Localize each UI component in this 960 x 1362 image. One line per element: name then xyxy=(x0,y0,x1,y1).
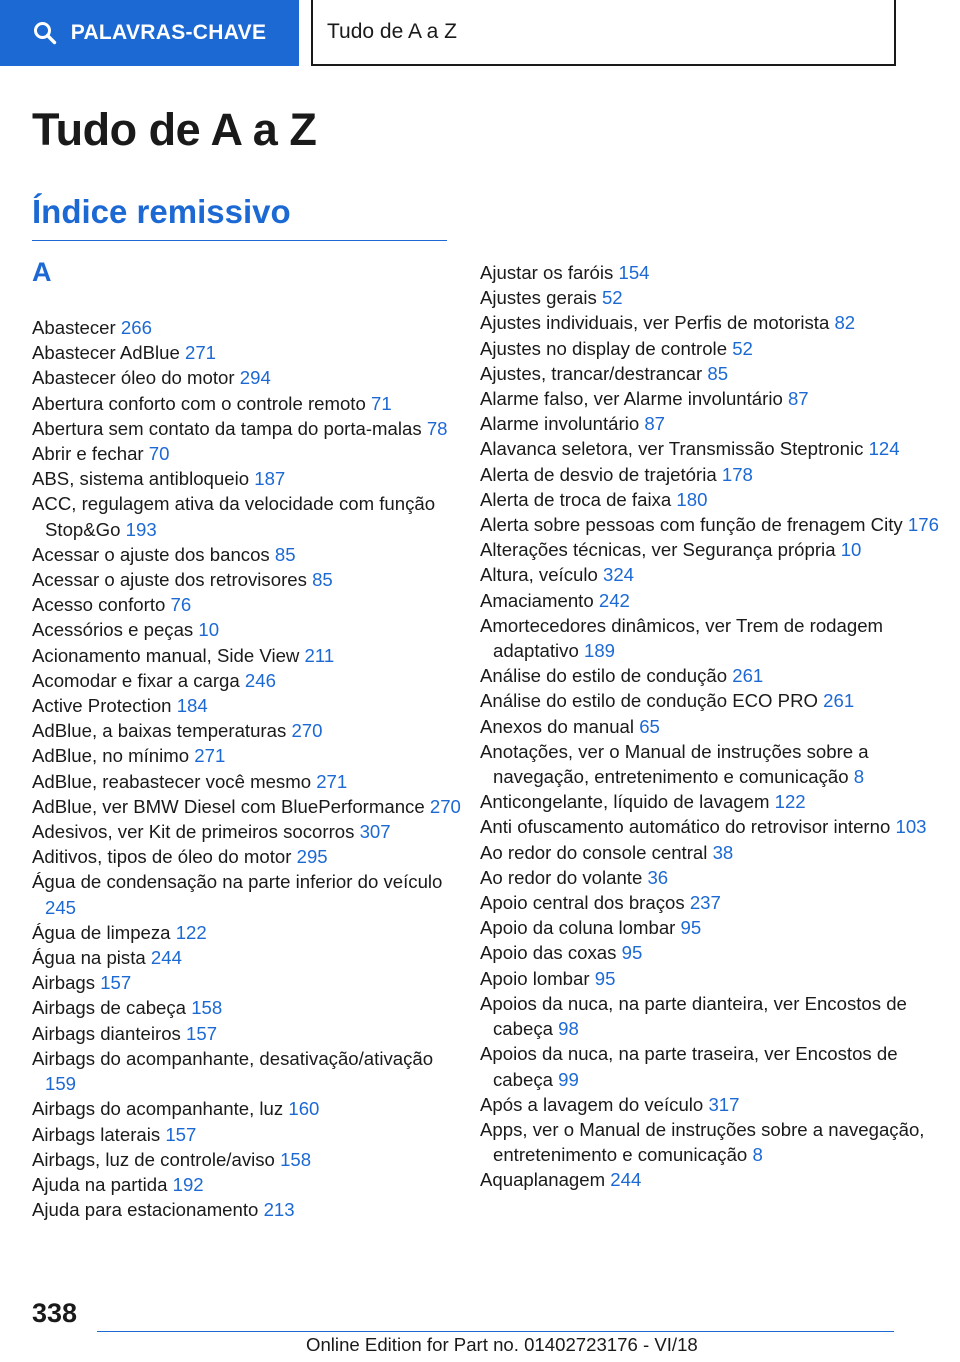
index-entry xyxy=(480,310,940,335)
index-entry-text: Amortecedores dinâmicos, ver Trem de rodagem adaptativo xyxy=(480,614,884,662)
index-entry xyxy=(480,663,940,688)
index-entry xyxy=(480,714,940,739)
index-entry-page-link[interactable]: 10 xyxy=(198,619,220,641)
index-entry-page-link[interactable]: 307 xyxy=(359,821,391,843)
breadcrumb-label: Tudo de A a Z xyxy=(327,20,457,43)
index-entry-page-link[interactable]: 160 xyxy=(288,1098,320,1120)
index-entry xyxy=(480,462,940,487)
index-entry-page-link[interactable]: 78 xyxy=(426,417,448,439)
index-entry-page-link[interactable]: 158 xyxy=(280,1148,312,1170)
index-entry-text: Após a lavagem do veículo xyxy=(480,1093,704,1115)
index-entry-text: Apoio das coxas xyxy=(480,942,617,964)
index-entry-page-link[interactable]: 271 xyxy=(185,342,217,364)
index-entry xyxy=(32,718,462,743)
index-entry-text: Airbags do acompanhante, luz xyxy=(32,1098,284,1120)
index-entry-page-link[interactable]: 176 xyxy=(907,514,939,536)
index-entry-page-link[interactable]: 82 xyxy=(834,312,856,334)
index-entry xyxy=(480,739,940,789)
index-entry-page-link[interactable]: 154 xyxy=(618,262,650,283)
index-entry-text: Alerta de desvio de trajetória xyxy=(480,463,717,485)
index-entry-text: Anti ofuscamento automático do retrovisor interno xyxy=(480,816,891,838)
index-entry-page-link[interactable]: 244 xyxy=(610,1169,642,1191)
index-entry-page-link[interactable]: 317 xyxy=(708,1093,740,1115)
index-entry-page-link[interactable]: 52 xyxy=(732,337,753,359)
index-entry-page-link[interactable]: 103 xyxy=(895,816,927,838)
index-entry xyxy=(32,315,462,340)
index-entry-text: Anotações, ver o Manual de instruções sobre a navegação, entretenimento e comunicação xyxy=(480,740,869,788)
section-title: Índice remissivo xyxy=(32,193,291,230)
index-entry xyxy=(32,365,462,390)
index-entry-text: AdBlue, ver BMW Diesel com BluePerformance xyxy=(32,795,425,817)
index-entry-text: Água de condensação na parte inferior do veículo xyxy=(32,871,443,893)
index-entry-text: Airbags do acompanhante, desativação/ativação xyxy=(32,1047,434,1069)
index-entry xyxy=(32,794,462,819)
index-entry-page-link[interactable]: 245 xyxy=(45,896,77,918)
index-entry xyxy=(480,537,940,562)
index-entry-text: Acionamento manual, Side View xyxy=(32,644,300,666)
index-entry xyxy=(480,1041,940,1091)
index-entry-page-link[interactable]: 244 xyxy=(150,947,182,969)
index-entry-page-link[interactable]: 157 xyxy=(186,1022,218,1044)
index-entry-text: Apoios da nuca, na parte dianteira, ver Encostos de cabeça xyxy=(480,992,907,1040)
index-entry-text: Amaciamento xyxy=(480,589,594,611)
index-entry xyxy=(32,1147,462,1172)
index-entry-page-link[interactable]: 85 xyxy=(707,362,729,384)
index-entry xyxy=(32,920,462,945)
keywords-button[interactable] xyxy=(0,0,299,66)
index-entry-text: Airbags de cabeça xyxy=(32,997,187,1019)
index-entry-text: Aditivos, tipos de óleo do motor xyxy=(32,846,292,868)
index-entry-page-link[interactable]: 271 xyxy=(194,745,226,767)
index-entry-text: Abastecer óleo do motor xyxy=(32,367,235,389)
index-entry-text: Apoio central dos braços xyxy=(480,892,685,914)
index-entry xyxy=(32,1172,462,1197)
index-entry-page-link[interactable]: 98 xyxy=(558,1018,579,1040)
index-entry xyxy=(32,340,462,365)
index-entry-page-link[interactable]: 70 xyxy=(148,443,170,465)
section-divider xyxy=(32,240,447,241)
index-entry-text: Ao redor do console central xyxy=(480,841,708,863)
index-entry-text: Análise do estilo de condução ECO PRO xyxy=(480,690,818,712)
footer-divider xyxy=(97,1331,894,1332)
index-entry xyxy=(32,643,462,668)
index-entry-text: Anexos do manual xyxy=(480,715,635,737)
index-entry-text: AdBlue, reabastecer você mesmo xyxy=(32,770,312,792)
index-entry-page-link[interactable]: 87 xyxy=(787,388,809,410)
index-entry xyxy=(480,1167,940,1192)
index-entry xyxy=(32,945,462,970)
index-entry xyxy=(32,542,462,567)
index-entry xyxy=(32,743,462,768)
index-entry xyxy=(480,436,940,461)
index-entry-text: AdBlue, a baixas temperaturas xyxy=(32,720,287,742)
index-entry-page-link[interactable]: 65 xyxy=(639,715,660,737)
index-entry-text: Airbags xyxy=(32,972,96,994)
index-entry xyxy=(32,970,462,995)
breadcrumb[interactable] xyxy=(311,0,896,66)
index-entry xyxy=(32,391,462,416)
index-entry xyxy=(480,814,940,839)
index-entry-page-link[interactable]: 184 xyxy=(176,695,208,717)
index-column-right xyxy=(480,260,940,1193)
index-entry-text: Água de limpeza xyxy=(32,921,171,943)
index-entry xyxy=(480,915,940,940)
index-entry-page-link[interactable]: 242 xyxy=(598,589,630,611)
index-entry-text: Airbags laterais xyxy=(32,1123,161,1145)
index-entry xyxy=(480,336,940,361)
index-entry-page-link[interactable]: 193 xyxy=(125,518,157,540)
index-entry-text: Altura, veículo xyxy=(480,564,598,586)
index-entry-text: Ao redor do volante xyxy=(480,866,643,888)
index-entry-page-link[interactable]: 8 xyxy=(853,766,865,788)
index-entry xyxy=(480,512,940,537)
index-entry xyxy=(480,991,940,1041)
index-entry xyxy=(32,995,462,1020)
index-entry-text: Airbags, luz de controle/aviso xyxy=(32,1148,275,1170)
index-entry-page-link[interactable]: 157 xyxy=(165,1123,197,1145)
index-entry xyxy=(32,592,462,617)
index-entry-text: Aquaplanagem xyxy=(480,1169,606,1191)
index-entry-text: Acomodar e fixar a carga xyxy=(32,669,240,691)
index-entry-text: Acessar o ajuste dos bancos xyxy=(32,543,270,565)
index-entry-page-link[interactable]: 261 xyxy=(732,665,764,687)
index-entry-page-link[interactable]: 124 xyxy=(868,438,900,460)
index-entry-page-link[interactable]: 261 xyxy=(823,690,855,712)
index-entry-page-link[interactable]: 159 xyxy=(45,1073,77,1095)
index-entry xyxy=(480,890,940,915)
index-entry xyxy=(480,285,940,310)
index-entry-text: Active Protection xyxy=(32,695,172,717)
index-entry xyxy=(32,1096,462,1121)
index-entry-page-link[interactable]: 85 xyxy=(312,569,333,591)
index-entry-text: ACC, regulagem ativa da velocidade com função Stop&Go xyxy=(32,493,436,540)
index-entry-page-link[interactable]: 158 xyxy=(191,997,223,1019)
index-entry-page-link[interactable]: 52 xyxy=(601,287,623,309)
index-entry xyxy=(480,386,940,411)
index-entry xyxy=(32,769,462,794)
index-entry-page-link[interactable]: 122 xyxy=(774,791,806,813)
index-entry-text: Alavanca seletora, ver Transmissão Steptronic xyxy=(480,438,864,460)
index-entry-text: Água na pista xyxy=(32,947,146,969)
index-entry-text: AdBlue, no mínimo xyxy=(32,745,190,767)
index-entry xyxy=(32,1021,462,1046)
index-entry-text: Acesso conforto xyxy=(32,594,166,616)
index-entry xyxy=(480,562,940,587)
index-entry-page-link[interactable]: 10 xyxy=(840,539,862,561)
index-entry-page-link[interactable]: 95 xyxy=(621,942,643,964)
index-entry xyxy=(480,487,940,512)
index-entry-text: Alterações técnicas, ver Segurança própria xyxy=(480,539,836,561)
index-entry-page-link[interactable]: 246 xyxy=(244,669,276,691)
index-entry xyxy=(32,416,462,441)
index-entry-text: Apoio lombar xyxy=(480,967,590,989)
index-entry-text: Apps, ver o Manual de instruções sobre a navegação, entretenimento e comunicação xyxy=(480,1118,925,1166)
index-entry-text: Ajustes gerais xyxy=(480,287,597,309)
index-entry-page-link[interactable]: 237 xyxy=(689,892,721,914)
index-entry xyxy=(32,1122,462,1147)
search-icon xyxy=(33,21,57,45)
index-entry-text: Ajuda para estacionamento xyxy=(32,1199,259,1221)
keywords-label: PALAVRAS-CHAVE xyxy=(70,21,267,44)
index-entry-page-link[interactable]: 295 xyxy=(296,846,328,868)
footer-edition: Online Edition for Part no. 01402723176 - VI/18 xyxy=(306,1334,698,1355)
index-entry xyxy=(32,869,462,919)
index-entry xyxy=(480,865,940,890)
index-entry-page-link[interactable]: 266 xyxy=(120,317,152,338)
index-entry xyxy=(32,844,462,869)
index-entry-page-link[interactable]: 213 xyxy=(263,1199,295,1221)
index-entry xyxy=(32,441,462,466)
index-entry-text: Abertura sem contato da tampa do porta-malas xyxy=(32,417,422,439)
index-entry-text: Abrir e fechar xyxy=(32,443,144,465)
page-title: Tudo de A a Z xyxy=(32,104,317,155)
index-entry-page-link[interactable]: 180 xyxy=(676,488,708,510)
index-column-left xyxy=(32,315,462,1222)
index-entry-page-link[interactable]: 36 xyxy=(647,866,669,888)
index-entry xyxy=(480,411,940,436)
index-entry-page-link[interactable]: 38 xyxy=(712,841,734,863)
index-entry xyxy=(480,688,940,713)
index-entry xyxy=(32,466,462,491)
index-entry-page-link[interactable]: 187 xyxy=(254,468,286,490)
index-entry-text: Abertura conforto com o controle remoto xyxy=(32,392,366,414)
index-entry xyxy=(32,693,462,718)
index-entry-page-link[interactable]: 122 xyxy=(175,921,207,943)
index-entry-page-link[interactable]: 85 xyxy=(274,543,296,565)
index-entry-page-link[interactable]: 294 xyxy=(239,367,271,389)
index-entry-text: Ajustes individuais, ver Perfis de motorista xyxy=(480,312,830,334)
index-entry-page-link[interactable]: 270 xyxy=(291,720,323,742)
index-entry xyxy=(480,966,940,991)
index-entry-text: ABS, sistema antibloqueio xyxy=(32,468,250,490)
index-entry-page-link[interactable]: 178 xyxy=(721,463,753,485)
index-entry xyxy=(32,1046,462,1096)
index-entry-text: Alerta de troca de faixa xyxy=(480,488,672,510)
index-entry-text: Anticongelante, líquido de lavagem xyxy=(480,791,770,813)
index-entry-text: Ajuda na partida xyxy=(32,1173,168,1195)
index-entry-page-link[interactable]: 211 xyxy=(304,644,335,666)
top-bar xyxy=(0,0,960,66)
index-entry-text: Análise do estilo de condução xyxy=(480,665,728,687)
index-entry-page-link[interactable]: 99 xyxy=(558,1068,579,1090)
index-entry-text: Apoios da nuca, na parte traseira, ver Encostos de cabeça xyxy=(480,1043,898,1090)
index-entry-page-link[interactable]: 8 xyxy=(752,1144,763,1166)
index-entry xyxy=(32,491,462,541)
index-entry-text: Alarme involuntário xyxy=(480,413,640,435)
index-entry xyxy=(480,361,940,386)
index-entry-page-link[interactable]: 271 xyxy=(316,770,348,792)
index-entry-page-link[interactable]: 192 xyxy=(172,1173,204,1195)
index-entry-text: Adesivos, ver Kit de primeiros socorros xyxy=(32,821,355,843)
index-entry xyxy=(32,819,462,844)
index-entry-page-link[interactable]: 95 xyxy=(680,917,702,939)
index-entry xyxy=(480,1117,940,1167)
index-entry-text: Ajustes no display de controle xyxy=(480,337,728,359)
index-entry-text: Airbags dianteiros xyxy=(32,1022,181,1044)
index-entry-page-link[interactable]: 324 xyxy=(603,564,635,586)
index-entry-text: Alarme falso, ver Alarme involuntário xyxy=(480,388,783,410)
index-entry-text: Acessórios e peças xyxy=(32,619,194,641)
index-entry xyxy=(480,260,940,285)
index-entry xyxy=(32,567,462,592)
index-entry xyxy=(32,617,462,642)
index-entry-text: Ajustar os faróis xyxy=(480,262,614,283)
index-entry-page-link[interactable]: 71 xyxy=(371,392,392,414)
index-entry-page-link[interactable]: 76 xyxy=(170,594,192,616)
index-entry-page-link[interactable]: 189 xyxy=(583,640,616,662)
page-number: 338 xyxy=(32,1298,78,1328)
index-entry xyxy=(32,1197,462,1222)
index-entry-page-link[interactable]: 87 xyxy=(644,413,666,435)
index-entry-text: Ajustes, trancar/destrancar xyxy=(480,362,703,384)
index-entry-page-link[interactable]: 157 xyxy=(100,972,132,994)
index-entry-text: Abastecer AdBlue xyxy=(32,342,180,364)
index-entry-page-link[interactable]: 270 xyxy=(429,795,461,817)
index-entry xyxy=(480,789,940,814)
index-entry-text: Apoio da coluna lombar xyxy=(480,917,676,939)
index-entry-page-link[interactable]: 95 xyxy=(594,967,616,989)
index-entry-text: Alerta sobre pessoas com função de frenagem City xyxy=(480,514,903,536)
index-entry-text: Abastecer xyxy=(32,317,116,338)
index-letter-heading: A xyxy=(32,257,52,287)
index-entry xyxy=(480,613,940,663)
index-entry xyxy=(480,940,940,965)
index-entry xyxy=(480,840,940,865)
index-entry xyxy=(480,588,940,613)
index-entry xyxy=(480,1092,940,1117)
index-entry xyxy=(32,668,462,693)
index-entry-text: Acessar o ajuste dos retrovisores xyxy=(32,569,307,591)
